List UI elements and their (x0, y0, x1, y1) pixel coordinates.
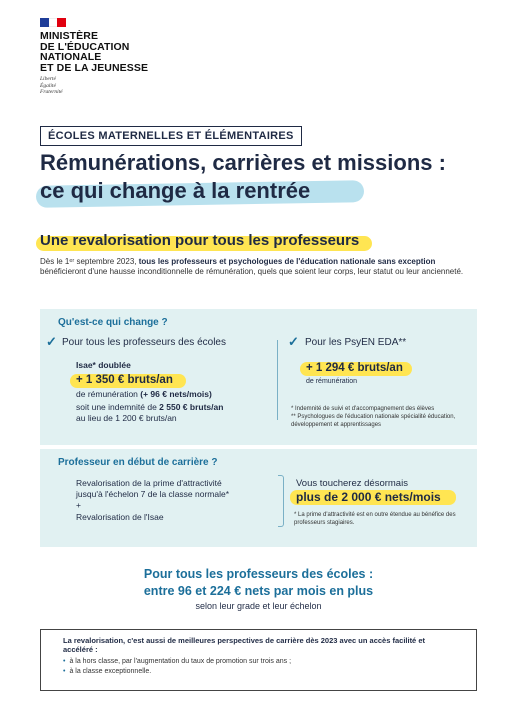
indemnity-bold: 2 550 € bruts/an (159, 402, 224, 412)
checkmark-icon: ✓ (288, 334, 299, 349)
psyen-amount: + 1 294 € bruts/an (306, 362, 403, 374)
motto-line: Égalité (40, 82, 56, 89)
list-item: • à la classe exceptionnelle. (63, 667, 454, 677)
early-career-line: Revalorisation de la prime d'attractivité (76, 478, 222, 488)
footnote-psyen: ** Psychologues de l'éducation nationale spécialité éducation, développement et apprentissages (291, 414, 456, 428)
career-perspectives-title: La revalorisation, c'est aussi de meilleures perspectives de carrière dès 2023 avec un accès facilité et accéléré : (63, 636, 425, 654)
motto-line: Liberté (40, 76, 56, 82)
page-title-line2: ce qui change à la rentrée (40, 178, 311, 203)
footnote-isae: * Indemnité de suivi et d'accompagnement des élèves (291, 406, 435, 412)
teachers-amount-detail (76, 389, 212, 400)
detail-prefix: de rémunération (76, 389, 141, 399)
early-career-heading: Professeur en début de carrière ? (58, 457, 218, 468)
ministry-line: ET DE LA JEUNESSE (40, 61, 149, 74)
section-title: Une revalorisation pour tous les professeurs (40, 232, 360, 249)
page-title-line1: Rémunérations, carrières et missions : (40, 150, 446, 175)
ministry-name (40, 31, 160, 73)
instead-of-line: au lieu de 1 200 € bruts/an (76, 413, 177, 423)
callout-line2: entre 96 et 224 € nets par mois en plus (143, 584, 374, 598)
attractiveness-note: * La prime d'attractivité est en outre étendue au bénéfice des professeurs stagiaires. (294, 512, 456, 526)
ministry-logo (40, 18, 160, 96)
career-perspectives-list (63, 657, 454, 677)
callout-line1: Pour tous les professeurs des écoles : (143, 567, 374, 581)
detail-bold: (+ 96 € nets/mois) (140, 389, 212, 399)
callout-line3: selon leur grade et leur échelon (195, 601, 322, 611)
indemnity-line (76, 402, 223, 413)
bracket-divider (278, 475, 284, 527)
intro-bold: tous les professeurs et psychologues de l'éducation nationale sans exception (138, 257, 436, 266)
indemnity-prefix: soit une indemnité de (76, 402, 160, 412)
psyen-amount-detail: de rémunération (306, 378, 357, 385)
checkmark-icon: ✓ (46, 334, 57, 349)
early-career-line: Revalorisation de l'Isae (76, 512, 164, 522)
list-item: • à la hors classe, par l'augmentation du taux de promotion sur trois ans ; (63, 657, 454, 667)
ministry-line: DE L'ÉDUCATION (40, 40, 130, 53)
psyen-column-title: Pour les PsyEN EDA** (305, 337, 407, 348)
ministry-line: MINISTÈRE (40, 30, 99, 42)
teachers-column-title: Pour tous les professeurs des écoles (62, 337, 226, 348)
school-level-tag: ÉCOLES MATERNELLES ET ÉLÉMENTAIRES (40, 126, 302, 146)
early-career-line: jusqu'à l'échelon 7 de la classe normale* (76, 489, 230, 499)
intro-suffix: bénéficieront d'une hausse inconditionnelle de rémunération, quels que soient leur corps, leur statut ou leur ancienneté. (40, 267, 464, 276)
you-will-earn: Vous toucherez désormais (296, 478, 408, 489)
isae-doubled: Isae* doublée (76, 360, 131, 370)
teachers-amount: + 1 350 € bruts/an (76, 374, 173, 386)
column-divider (277, 340, 278, 420)
career-perspectives-box (40, 629, 477, 691)
ministry-line: NATIONALE (40, 51, 102, 63)
french-flag-icon (40, 18, 66, 27)
republic-motto (40, 76, 160, 96)
intro-paragraph (40, 257, 470, 277)
motto-line: Fraternité (40, 89, 63, 95)
plus-sign: + (76, 500, 81, 510)
what-changes-heading: Qu'est-ce qui change ? (58, 317, 168, 328)
early-career-amount: plus de 2 000 € nets/mois (296, 490, 441, 504)
intro-prefix: Dès le 1ᵉʳ septembre 2023, (40, 257, 139, 266)
